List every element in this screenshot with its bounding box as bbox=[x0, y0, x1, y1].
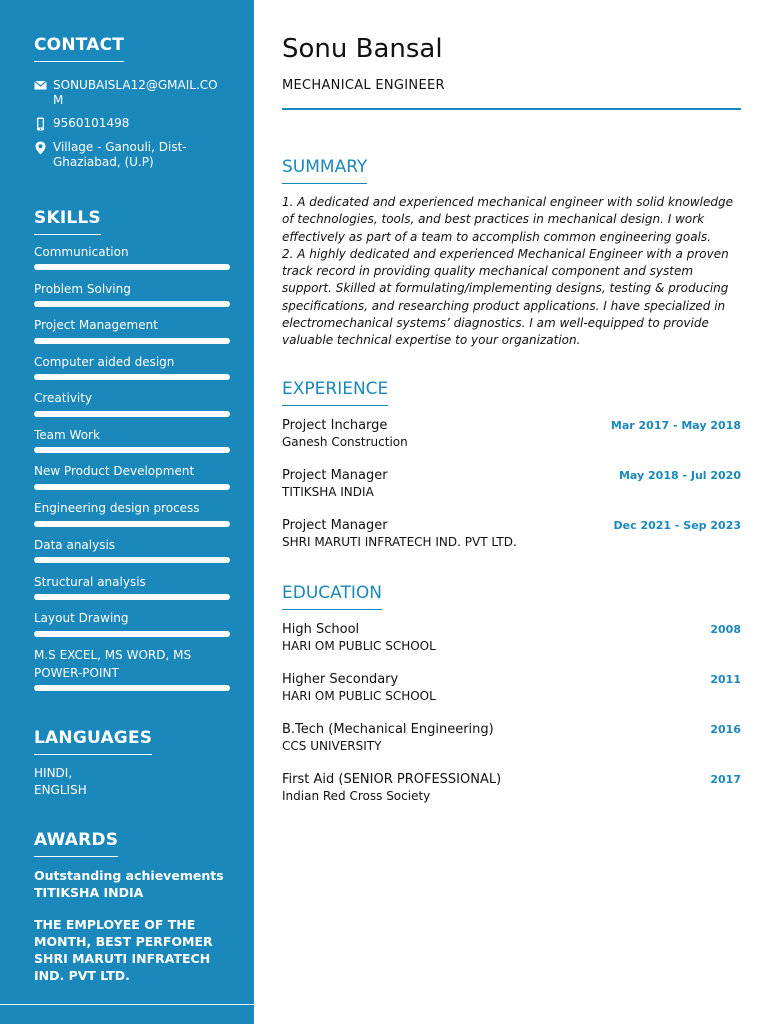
skill-label: Layout Drawing bbox=[34, 611, 129, 625]
skill-bar bbox=[34, 557, 230, 563]
header-divider bbox=[282, 108, 741, 110]
company-name: TITIKSHA INDIA bbox=[282, 485, 374, 499]
award-item bbox=[34, 867, 234, 901]
awards-heading: AWARDS bbox=[34, 830, 118, 857]
degree-title: High School bbox=[282, 622, 360, 637]
contact-phone[interactable] bbox=[34, 116, 224, 131]
skill-bar bbox=[34, 594, 230, 600]
skill-label: Computer aided design bbox=[34, 355, 175, 369]
education-year: 2008 bbox=[710, 623, 741, 636]
school-name: CCS UNIVERSITY bbox=[282, 739, 382, 753]
summary-heading: SUMMARY bbox=[282, 157, 367, 184]
award-title: Outstanding achievements bbox=[34, 868, 224, 883]
skill-label: Project Management bbox=[34, 318, 158, 332]
skill-item bbox=[34, 499, 230, 517]
contact-section bbox=[34, 35, 234, 62]
experience-heading: EXPERIENCE bbox=[282, 379, 388, 406]
skill-item bbox=[34, 462, 230, 480]
contact-address bbox=[34, 140, 224, 170]
summary-text: 1. A dedicated and experienced mechanical engineer with solid knowledge of technologies, tools, and best practices in mechanical design. I work effectively as part of a team to accomplish common engineering goals. 2. A highly dedicated and experienced Mechanical Engineer with a proven track record in providing quality mechanical component and system support. Skilled at formulating/implementing designs, testing & producing specifications, and researching product applications. I have specialized in electromechanical systems’ diagnostics. I am well-equipped to provide valuable technical expertise to your organization. bbox=[282, 195, 733, 348]
skill-item bbox=[34, 280, 230, 298]
experience-entry bbox=[282, 417, 741, 451]
skill-bar bbox=[34, 447, 230, 453]
awards-section bbox=[34, 830, 234, 857]
skill-bar bbox=[34, 411, 230, 417]
languages-heading: LANGUAGES bbox=[34, 728, 152, 755]
skill-item bbox=[34, 389, 230, 407]
award-item bbox=[34, 916, 239, 984]
skill-label: Creativity bbox=[34, 391, 93, 405]
award-title: THE EMPLOYEE OF THE MONTH, BEST PERFOMER bbox=[34, 917, 213, 949]
school-name: Indian Red Cross Society bbox=[282, 789, 431, 803]
phone-icon bbox=[34, 117, 47, 130]
skill-item bbox=[34, 243, 230, 261]
skill-item bbox=[34, 353, 230, 371]
skills-heading: SKILLS bbox=[34, 208, 101, 235]
education-entry bbox=[282, 621, 741, 655]
skill-label: Structural analysis bbox=[34, 575, 146, 589]
award-org: TITIKSHA INDIA bbox=[34, 885, 144, 900]
education-heading: EDUCATION bbox=[282, 583, 382, 610]
skill-label: M.S EXCEL, MS WORD, MS POWER-POINT bbox=[34, 648, 192, 680]
candidate-name: Sonu Bansal bbox=[282, 34, 443, 64]
skill-item bbox=[34, 426, 230, 444]
skills-section bbox=[34, 208, 234, 235]
job-dates: May 2018 - Jul 2020 bbox=[618, 469, 741, 482]
job-dates: Dec 2021 - Sep 2023 bbox=[613, 519, 741, 532]
job-dates: Mar 2017 - May 2018 bbox=[610, 419, 741, 432]
contact-email[interactable] bbox=[34, 78, 224, 108]
skill-bar bbox=[34, 338, 230, 344]
language-item: HINDI, bbox=[34, 766, 73, 780]
candidate-role: MECHANICAL ENGINEER bbox=[282, 78, 445, 93]
experience-entry bbox=[282, 517, 741, 551]
skill-bar bbox=[34, 484, 230, 490]
email-text: SONUBAISLA12@GMAIL.COM bbox=[53, 78, 218, 107]
skill-label: Data analysis bbox=[34, 538, 116, 552]
degree-title: Higher Secondary bbox=[282, 672, 399, 687]
skill-item bbox=[34, 646, 204, 682]
skill-bar bbox=[34, 631, 230, 637]
education-entry bbox=[282, 771, 741, 805]
skill-label: New Product Development bbox=[34, 464, 195, 478]
education-entry bbox=[282, 671, 741, 705]
skill-bar bbox=[34, 301, 230, 307]
degree-title: B.Tech (Mechanical Engineering) bbox=[282, 722, 494, 737]
education-year: 2016 bbox=[710, 723, 741, 736]
sidebar bbox=[0, 0, 254, 1024]
education-year: 2017 bbox=[710, 773, 741, 786]
phone-text: 9560101498 bbox=[53, 116, 130, 130]
school-name: HARI OM PUBLIC SCHOOL bbox=[282, 639, 436, 653]
school-name: HARI OM PUBLIC SCHOOL bbox=[282, 689, 436, 703]
contact-heading: CONTACT bbox=[34, 35, 124, 62]
skill-bar bbox=[34, 521, 230, 527]
skill-item bbox=[34, 573, 230, 591]
experience-entry bbox=[282, 467, 741, 501]
award-org: SHRI MARUTI INFRATECH IND. PVT LTD. bbox=[34, 951, 211, 983]
degree-title: First Aid (SENIOR PROFESSIONAL) bbox=[282, 772, 502, 787]
skill-item bbox=[34, 609, 230, 627]
company-name: SHRI MARUTI INFRATECH IND. PVT LTD. bbox=[282, 535, 517, 549]
skill-bar bbox=[34, 374, 230, 380]
skill-item bbox=[34, 316, 230, 334]
education-entry bbox=[282, 721, 741, 755]
skill-bar bbox=[34, 264, 230, 270]
address-text: Village - Ganouli, Dist- Ghaziabad, (U.P) bbox=[53, 140, 187, 169]
skill-label: Problem Solving bbox=[34, 282, 131, 296]
skill-item bbox=[34, 536, 230, 554]
skill-label: Team Work bbox=[34, 428, 100, 442]
mail-icon bbox=[34, 79, 47, 92]
skill-label: Communication bbox=[34, 245, 129, 259]
language-item: ENGLISH bbox=[34, 783, 87, 797]
job-title: Project Incharge bbox=[282, 418, 388, 433]
languages-section bbox=[34, 728, 234, 799]
job-title: Project Manager bbox=[282, 518, 388, 533]
skill-bar bbox=[34, 685, 230, 691]
sidebar-divider bbox=[0, 1004, 254, 1005]
location-pin-icon bbox=[34, 141, 47, 154]
job-title: Project Manager bbox=[282, 468, 388, 483]
education-year: 2011 bbox=[710, 673, 741, 686]
skill-label: Engineering design process bbox=[34, 501, 200, 515]
company-name: Ganesh Construction bbox=[282, 435, 408, 449]
